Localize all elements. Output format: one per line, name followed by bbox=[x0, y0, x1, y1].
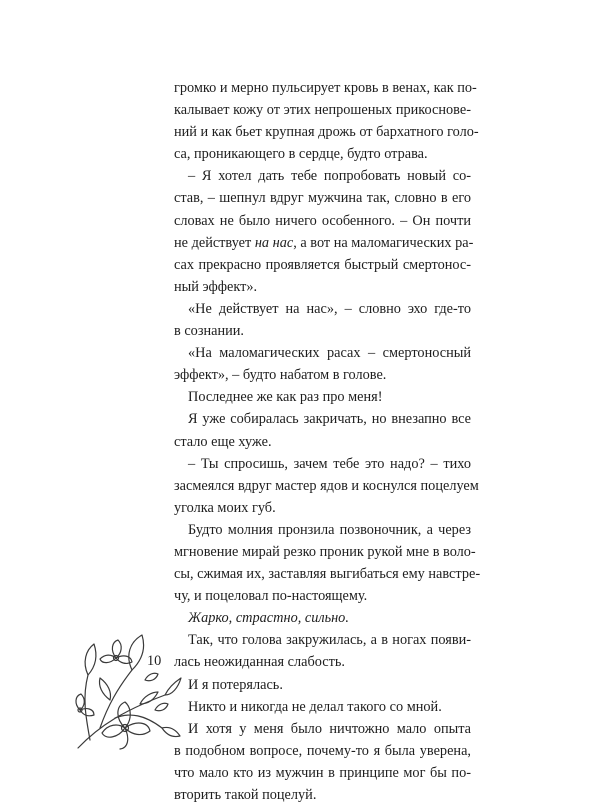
text-line: стало еще хуже. bbox=[174, 433, 272, 450]
text-line: «Не действует на нас», – словно эхо где-то bbox=[188, 300, 471, 317]
text-line: словах не было ничего особенного. – Он почти bbox=[174, 212, 471, 229]
text-line: – Ты спросишь, зачем тебе это надо? – тихо bbox=[188, 455, 471, 472]
text-line: калывает кожу от этих непрошеных прикосновe- bbox=[174, 102, 471, 119]
text-line: чу, и поцеловал по-настоящему. bbox=[174, 588, 368, 605]
floral-ornament-icon bbox=[70, 600, 182, 755]
text-line: в сознании. bbox=[174, 323, 244, 340]
text-line: сы, сжимая их, заставляя выгибаться ему навстре- bbox=[174, 566, 481, 583]
italic-line: Жарко, страстно, сильно. bbox=[188, 610, 349, 627]
text-line: уголка моих губ. bbox=[174, 499, 276, 516]
text-line: Я уже собиралась закричать, но внезапно все bbox=[188, 411, 471, 428]
text-line: лась неожиданная слабость. bbox=[174, 654, 345, 671]
page-number: 10 bbox=[147, 653, 162, 669]
text-line: ний и как бьет крупная дрожь от бархатного голо- bbox=[174, 124, 479, 141]
text-line: вторить такой поцелуй. bbox=[174, 787, 317, 803]
text-line: в подобном вопросе, почему-то я была уверена, bbox=[174, 742, 471, 759]
text-line bbox=[174, 607, 471, 629]
text-line: са, проникающего в сердце, будто отрава. bbox=[174, 146, 428, 163]
text-line: что мало кто из мужчин в принципе мог бы по- bbox=[174, 764, 471, 781]
text-line: И хотя у меня было ничтожно мало опыта bbox=[188, 720, 471, 737]
text-line: И я потерялась. bbox=[188, 676, 283, 693]
text-line: Последнее же как раз про меня! bbox=[188, 389, 383, 406]
text-line: «На маломагических расах – смертоносный bbox=[188, 345, 471, 362]
italic-phrase: на нас bbox=[254, 234, 294, 251]
text-line: засмеялся вдруг мастер ядов и коснулся поцелуем bbox=[174, 477, 479, 494]
text-line: мгновение мирай резко проник рукой мне в воло- bbox=[174, 543, 476, 560]
text-line: Будто молния пронзила позвоночник, а через bbox=[188, 521, 471, 538]
text-line: ный эффект». bbox=[174, 278, 258, 295]
text-line: Никто и никогда не делал такого со мной. bbox=[188, 698, 442, 715]
text-line: громко и мерно пульсирует кровь в венах, как по- bbox=[174, 80, 477, 96]
text-line: сах прекрасно проявляется быстрый смертонос- bbox=[174, 256, 471, 273]
text-line: – Я хотел дать тебе попробовать новый со- bbox=[188, 168, 471, 185]
text-line: Так, что голова закружилась, а в ногах появи- bbox=[188, 632, 471, 649]
text-line: став, – шепнул вдруг мужчина так, словно в его bbox=[174, 190, 471, 207]
text-line: эффект», – будто набатом в голове. bbox=[174, 367, 387, 384]
text-line: не действует на нас, а вот на маломагических ра- bbox=[174, 234, 474, 251]
page-text bbox=[174, 77, 481, 806]
